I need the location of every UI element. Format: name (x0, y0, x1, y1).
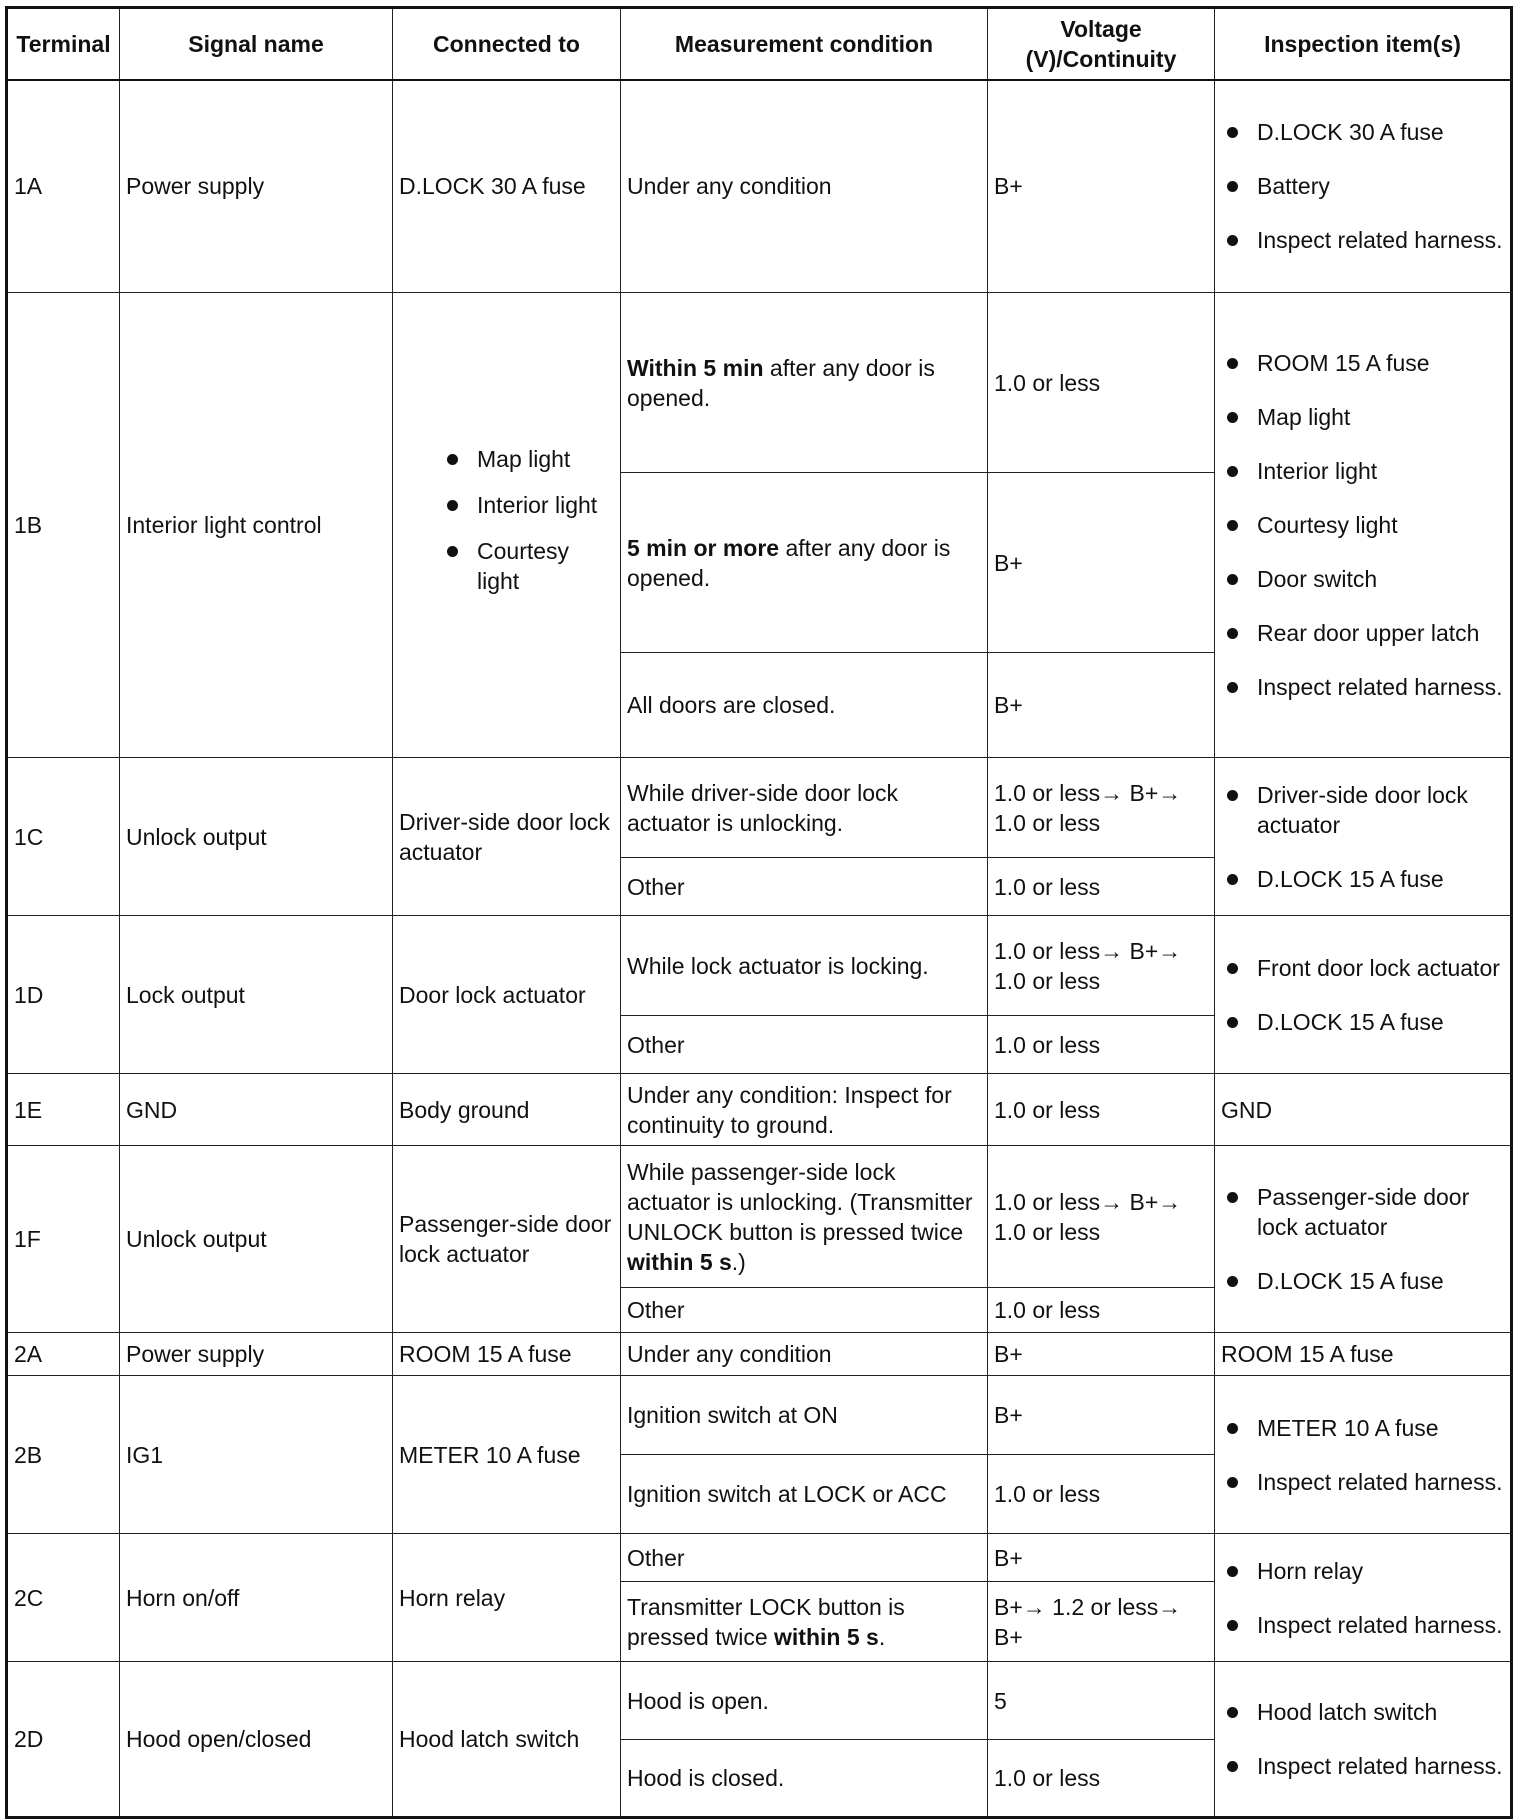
condition-cell: Hood is closed. (621, 1740, 988, 1818)
connected-to-cell: D.LOCK 30 A fuse (393, 80, 621, 293)
condition-cell (621, 1146, 988, 1288)
condition-cell: While driver-side door lock actuator is unlocking. (621, 758, 988, 858)
condition-cell (621, 1582, 988, 1662)
condition-cell: Other (621, 1534, 988, 1582)
voltage-cell: 1.0 or less→ B+→ 1.0 or less (988, 758, 1215, 858)
condition-text: after any door is opened. (627, 354, 935, 411)
header-voltage-line1: Voltage (1060, 15, 1142, 42)
terminal-cell: 2A (7, 1333, 120, 1376)
signal-name-cell: IG1 (120, 1376, 393, 1534)
signal-name-cell: Interior light control (120, 293, 393, 758)
connected-item: Map light (477, 444, 614, 474)
inspection-item: Door switch (1257, 564, 1504, 594)
header-measurement-condition: Measurement condition (621, 8, 988, 80)
connected-to-cell (393, 293, 621, 758)
signal-name-cell: Lock output (120, 916, 393, 1074)
inspection-list (1221, 348, 1504, 702)
condition-cell: While lock actuator is locking. (621, 916, 988, 1016)
terminal-cell: 1B (7, 293, 120, 758)
voltage-cell: B+→ 1.2 or less→ B+ (988, 1582, 1215, 1662)
table-row (7, 1074, 1512, 1146)
inspection-list (1221, 953, 1504, 1037)
signal-name-cell: Unlock output (120, 758, 393, 916)
inspection-item: Horn relay (1257, 1556, 1504, 1586)
inspection-item: Driver-side door lock actuator (1257, 780, 1504, 840)
inspection-item: Inspect related harness. (1257, 1611, 1503, 1638)
inspection-item: Battery (1257, 171, 1504, 201)
inspection-cell (1215, 916, 1512, 1074)
condition-cell: Under any condition (621, 1333, 988, 1376)
connected-to-cell: ROOM 15 A fuse (393, 1333, 621, 1376)
voltage-cell: B+ (988, 1333, 1215, 1376)
voltage-cell: 1.0 or less (988, 1455, 1215, 1534)
condition-emphasis: Within 5 min (627, 354, 764, 381)
condition-emphasis: within 5 s (627, 1248, 732, 1275)
table-row (7, 916, 1512, 1016)
inspection-cell (1215, 1534, 1512, 1662)
voltage-cell: B+ (988, 1376, 1215, 1455)
connected-to-cell: METER 10 A fuse (393, 1376, 621, 1534)
voltage-cell: 1.0 or less→ B+→ 1.0 or less (988, 1146, 1215, 1288)
header-row (7, 8, 1512, 80)
table-row (7, 1662, 1512, 1740)
inspection-item: Inspect related harness. (1257, 674, 1503, 700)
table-row (7, 1333, 1512, 1376)
inspection-item: METER 10 A fuse (1257, 1413, 1504, 1443)
condition-cell (621, 473, 988, 653)
voltage-cell: 5 (988, 1662, 1215, 1740)
condition-cell: Hood is open. (621, 1662, 988, 1740)
inspection-item: Inspect related harness. (1257, 1753, 1503, 1779)
condition-cell: Under any condition: Inspect for continuity to ground. (621, 1074, 988, 1146)
connected-to-cell: Hood latch switch (393, 1662, 621, 1818)
inspection-item: Inspect related harness. (1257, 1468, 1503, 1495)
voltage-cell: 1.0 or less (988, 1074, 1215, 1146)
condition-text: . (878, 1623, 886, 1650)
inspection-item: Inspect related harness. (1257, 227, 1503, 254)
terminal-cell: 2C (7, 1534, 120, 1662)
condition-cell: Under any condition (621, 80, 988, 293)
inspection-item: Hood latch switch (1257, 1697, 1504, 1727)
inspection-cell (1215, 758, 1512, 916)
voltage-cell: 1.0 or less (988, 1016, 1215, 1074)
condition-cell: All doors are closed. (621, 653, 988, 758)
signal-name-cell: Power supply (120, 80, 393, 293)
connected-to-cell: Passenger-side door lock actuator (393, 1146, 621, 1333)
inspection-item: Interior light (1257, 456, 1504, 486)
connected-to-cell: Driver-side door lock actuator (393, 758, 621, 916)
condition-text: While passenger-side lock actuator is unlocking. (Transmitter UNLOCK button is pressed twice (627, 1158, 973, 1245)
terminal-cell: 1F (7, 1146, 120, 1333)
condition-text: .) (731, 1248, 746, 1275)
header-voltage-line2: (V)/Continuity (1025, 45, 1177, 72)
condition-emphasis: 5 min or more (627, 534, 780, 561)
condition-emphasis: within 5 s (774, 1623, 879, 1650)
inspection-item: Passenger-side door lock actuator (1257, 1182, 1504, 1242)
condition-cell: Other (621, 858, 988, 916)
header-voltage (988, 8, 1215, 80)
connected-item: Interior light (477, 490, 614, 520)
terminal-inspection-table (5, 6, 1513, 1819)
inspection-cell (1215, 293, 1512, 758)
inspection-item: D.LOCK 15 A fuse (1257, 1266, 1504, 1296)
inspection-list (1221, 1413, 1504, 1497)
condition-cell: Ignition switch at LOCK or ACC (621, 1455, 988, 1534)
inspection-cell (1215, 1146, 1512, 1333)
inspection-cell (1215, 1376, 1512, 1534)
signal-name-cell: Unlock output (120, 1146, 393, 1333)
voltage-cell: B+ (988, 653, 1215, 758)
signal-name-cell: Horn on/off (120, 1534, 393, 1662)
table-row (7, 758, 1512, 858)
inspection-cell: ROOM 15 A fuse (1215, 1333, 1512, 1376)
voltage-cell: B+ (988, 80, 1215, 293)
table-row (7, 80, 1512, 293)
voltage-cell: 1.0 or less (988, 858, 1215, 916)
condition-cell: Other (621, 1288, 988, 1333)
table-row (7, 1376, 1512, 1455)
signal-name-cell: Hood open/closed (120, 1662, 393, 1818)
header-inspection-items: Inspection item(s) (1215, 8, 1512, 80)
inspection-item: D.LOCK 30 A fuse (1257, 117, 1504, 147)
inspection-cell (1215, 80, 1512, 293)
header-connected-to: Connected to (393, 8, 621, 80)
inspection-list (1221, 1182, 1504, 1296)
inspection-item: Front door lock actuator (1257, 953, 1504, 983)
voltage-cell: 1.0 or less (988, 293, 1215, 473)
connected-to-cell: Horn relay (393, 1534, 621, 1662)
terminal-cell: 2B (7, 1376, 120, 1534)
inspection-list (1221, 117, 1504, 255)
voltage-cell: B+ (988, 1534, 1215, 1582)
condition-text: Transmitter LOCK button is pressed twice (627, 1593, 905, 1650)
connected-to-cell: Body ground (393, 1074, 621, 1146)
inspection-list (1221, 1556, 1504, 1640)
condition-cell (621, 293, 988, 473)
signal-name-cell: Power supply (120, 1333, 393, 1376)
inspection-item: Courtesy light (1257, 510, 1504, 540)
condition-text: after any door is opened. (627, 534, 951, 591)
condition-cell: Ignition switch at ON (621, 1376, 988, 1455)
inspection-list (1221, 780, 1504, 894)
terminal-cell: 1A (7, 80, 120, 293)
inspection-item: D.LOCK 15 A fuse (1257, 864, 1504, 894)
header-terminal: Terminal (7, 8, 120, 80)
inspection-list (1221, 1697, 1504, 1781)
inspection-item: ROOM 15 A fuse (1257, 348, 1504, 378)
table-row (7, 1534, 1512, 1582)
table-row (7, 1146, 1512, 1288)
connected-item: Courtesy light (477, 536, 614, 596)
voltage-cell: 1.0 or less→ B+→ 1.0 or less (988, 916, 1215, 1016)
terminal-cell: 1D (7, 916, 120, 1074)
condition-cell: Other (621, 1016, 988, 1074)
connected-to-cell: Door lock actuator (393, 916, 621, 1074)
terminal-cell: 1E (7, 1074, 120, 1146)
inspection-item: Map light (1257, 402, 1504, 432)
inspection-cell (1215, 1662, 1512, 1818)
terminal-cell: 2D (7, 1662, 120, 1818)
inspection-item: Rear door upper latch (1257, 618, 1504, 648)
header-signal-name: Signal name (120, 8, 393, 80)
inspection-item: D.LOCK 15 A fuse (1257, 1007, 1504, 1037)
table-row (7, 293, 1512, 473)
terminal-cell: 1C (7, 758, 120, 916)
connected-to-list (399, 444, 614, 596)
voltage-cell: 1.0 or less (988, 1288, 1215, 1333)
signal-name-cell: GND (120, 1074, 393, 1146)
voltage-cell: B+ (988, 473, 1215, 653)
voltage-cell: 1.0 or less (988, 1740, 1215, 1818)
inspection-cell: GND (1215, 1074, 1512, 1146)
